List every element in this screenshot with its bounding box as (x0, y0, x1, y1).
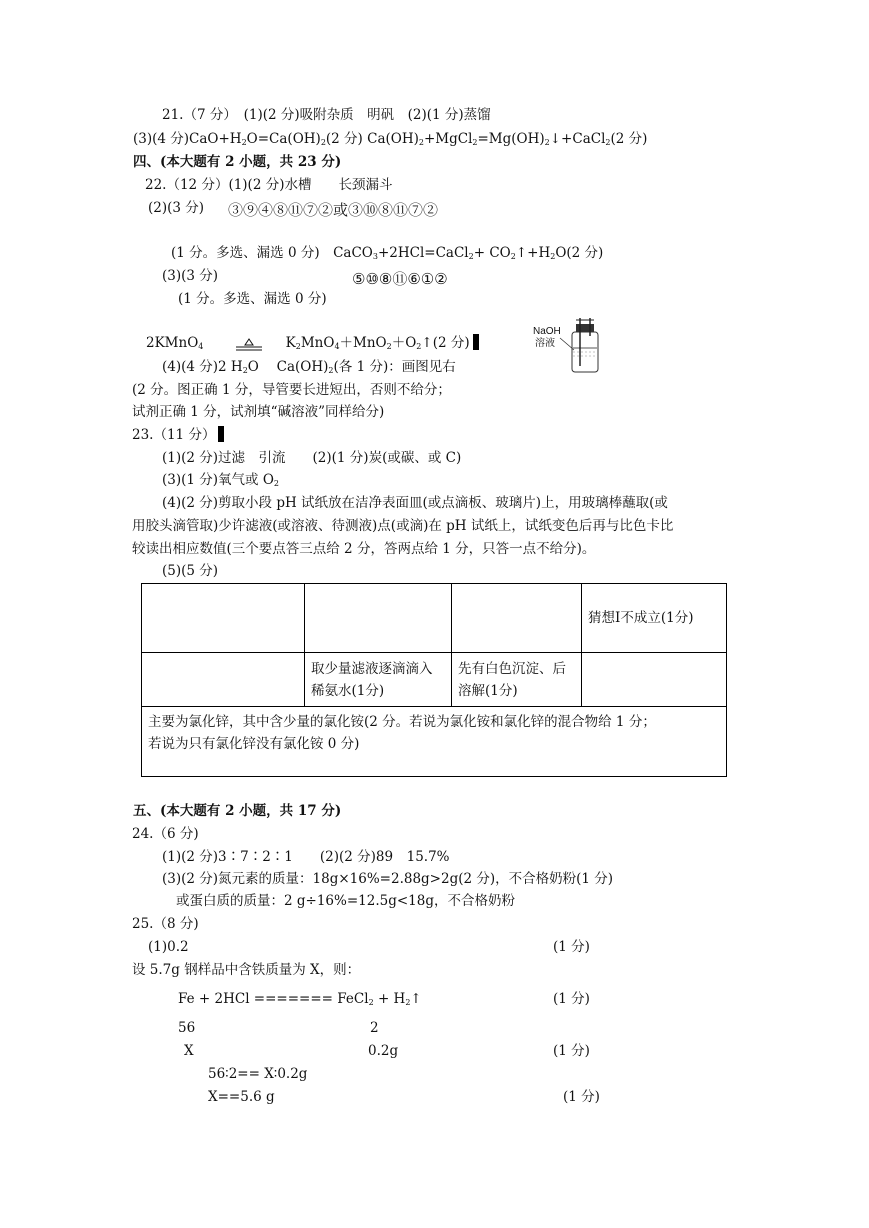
q22-part3-label: (3)(3 分) (162, 268, 219, 284)
q22-part4-line2: (2 分。图正确 1 分，导管要长进短出，否则不给分； (132, 382, 451, 398)
q25-equation-score: (1 分) (553, 991, 590, 1007)
q25-value-h2: 0.2g (368, 1043, 399, 1059)
q23-part1-2: (1)(2 分)过滤 引流 (2)(1 分)炭(或碳、或 C) (162, 450, 462, 466)
table-cell-r2c3: 先有白色沉淀、后溶解(1分) (452, 653, 582, 707)
table-cell-r1c3 (452, 584, 582, 653)
kmno4-equation: 2KMnO$_4$ $K_2MnO_4+MnO_2+O_2↑(2$ 分) (146, 334, 479, 356)
q25-values-score: (1 分) (553, 1043, 590, 1059)
text-cursor-2 (218, 426, 224, 442)
q24-part3-alt: 或蛋白质的质量：2 g÷16%=12.5g<18g，不合格奶粉 (176, 893, 515, 909)
q24-part3: (3)(2 分)氮元素的质量：18g×16%=2.88g>2g(2 分)，不合格奶粉(1 分) (162, 871, 614, 887)
q21-line1: 21.（7 分） (1)(2 分)吸附杂质 明矾 (2)(1 分)蒸馏 (162, 107, 491, 123)
q21-line2: (3)(4 分)$CaO+H_2O=Ca(OH)_2(2$ 分) $Ca(OH)_2+MgCl_2=Mg(OH)_2↓+CaCl_2(2$ 分) (133, 131, 648, 147)
q22-part2-sequence: ③⑨④⑧⑪⑦②或③⑩⑧⑪⑦② (228, 201, 439, 219)
fig-label-solution: 溶液 (535, 338, 555, 349)
table-cell-r3-conclusion: 主要为氯化锌，其中含少量的氯化铵(2 分。若说为氯化铵和氯化锌的混合物给 1 分； 若说为只有氯化锌没有氯化铵 0 分) (142, 707, 727, 777)
q22-part3-sequence: ⑤⑩⑧⑪⑥①② (352, 270, 448, 288)
q22-part3-note: (1 分。多选、漏选 0 分) (178, 291, 327, 307)
q25-result-score: (1 分) (563, 1089, 600, 1105)
q23-part4-line2: 用胶头滴管取)少许滤液(或溶液、待测液)点(或滴)在 pH 试纸上，试纸变色后再与比色卡比 (132, 518, 674, 534)
q25-setup: 设 5.7g 钢样品中含铁质量为 X，则： (132, 962, 361, 978)
q25-title: 25.（8 分) (132, 916, 199, 932)
q24-part1-2: (1)(2 分)3∶7∶2∶1 (2)(2 分)89 15.7% (162, 849, 450, 865)
q25-molar-h2: 2 (370, 1020, 379, 1036)
q22-part2-label: (2)(3 分) (148, 200, 205, 216)
q22-line1: 22.（12 分）(1)(2 分)水槽 长颈漏斗 (145, 177, 393, 193)
table-cell-r1c4: 猜想Ⅰ不成立(1分) (582, 584, 727, 653)
q23-part3: (3)(1 分)氧气或 $O_2$ (162, 472, 279, 488)
q23-part4-line3: 较读出相应数值(三个要点答三点给 2 分，答两点给 1 分，只答一点不给分)。 (132, 541, 596, 557)
q25-ratio: 56∶2== X∶0.2g (208, 1066, 308, 1082)
q22-part4-line3: 试剂正确 1 分，试剂填“碱溶液”同样给分) (132, 404, 385, 420)
q23-answer-table (141, 583, 727, 777)
q23-title: 23.（11 分） (132, 426, 224, 444)
q23-part5: (5)(5 分) (162, 563, 219, 579)
text-cursor (473, 334, 479, 350)
table-cell-r1c2 (305, 584, 452, 653)
section-5-heading: 五、(本大题有 2 小题，共 17 分) (133, 803, 342, 819)
table-cell-r1c1 (142, 584, 305, 653)
q25-molar-fe: 56 (178, 1020, 196, 1036)
q25-result: X==5.6 g (208, 1089, 275, 1105)
table-cell-r2c2: 取少量滤液逐滴滴入稀氨水(1分) (305, 653, 452, 707)
heat-symbol (234, 337, 264, 351)
q24-title: 24.（6 分) (132, 826, 199, 842)
q22-part4: (4)(4 分)2 $H_2O$ $Ca(OH)_2$(各 1 分)：画图见右 (162, 359, 456, 375)
fig-label-naoh: NaOH (533, 326, 561, 337)
q25-value-x: X (184, 1043, 194, 1059)
q22-part2-note: (1 分。多选、漏选 0 分) CaCO$_3$+2HCl=CaCl$_2$+ $CO_2↑+H_2O(2$ 分) (171, 245, 604, 261)
naoh-wash-bottle-figure (530, 316, 600, 378)
section-4-heading: 四、(本大题有 2 小题，共 23 分) (133, 154, 342, 170)
q25-part1-score: (1 分) (553, 939, 590, 955)
q25-part1: (1)0.2 (148, 939, 189, 955)
q23-part4-line1: (4)(2 分)剪取小段 pH 试纸放在洁净表面皿(或点滴板、玻璃片)上，用玻璃棒蘸取(或 (162, 495, 668, 511)
table-cell-r2c1 (142, 653, 305, 707)
q25-equation: Fe + 2HCl ======= FeCl$_2$ + $H_2↑$ (178, 991, 422, 1007)
table-cell-r2c4 (582, 653, 727, 707)
